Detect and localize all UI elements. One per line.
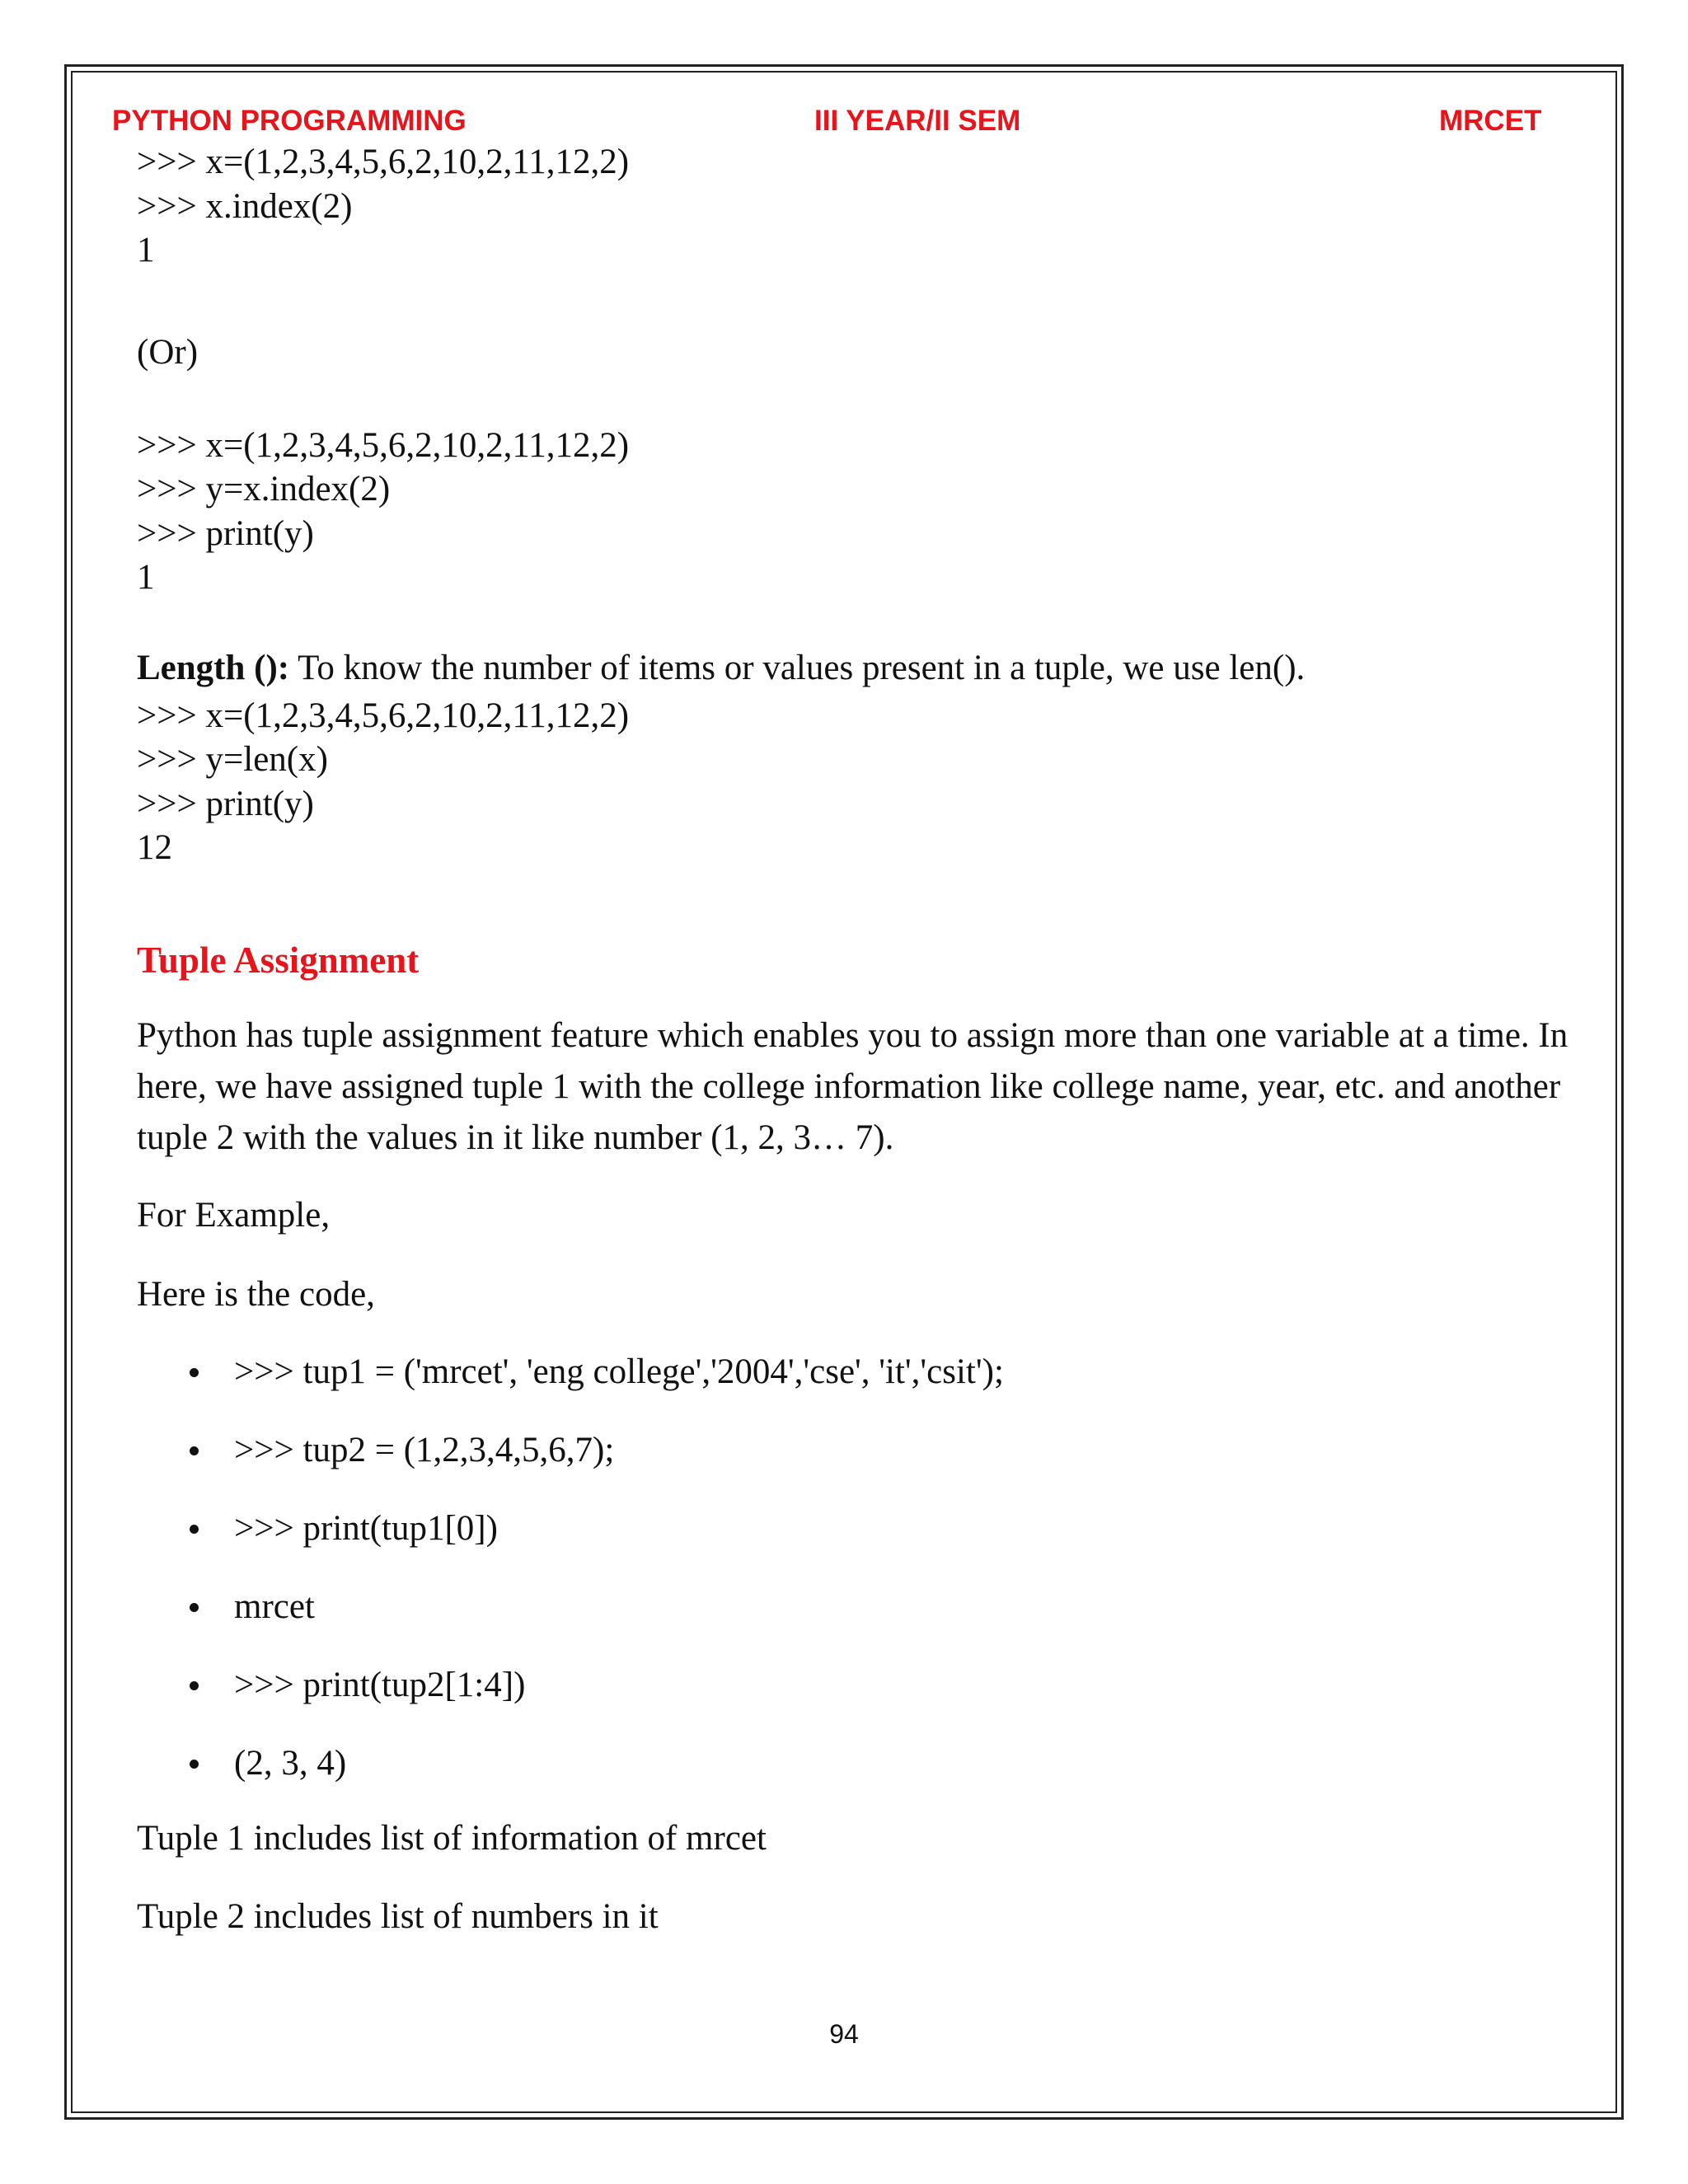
length-description	[137, 643, 1587, 694]
bullet-icon	[190, 1681, 199, 1690]
here-is-code-text: Here is the code,	[137, 1274, 375, 1314]
bullet-icon	[190, 1603, 199, 1612]
length-text: To know the number of items or values present in a tuple, we use len().	[289, 648, 1306, 687]
bullet-icon	[190, 1525, 199, 1534]
header-subject: PYTHON PROGRAMMING	[112, 105, 467, 137]
list-item: >>> tup1 = ('mrcet', 'eng college','2004','cse', 'it','csit');	[137, 1350, 1587, 1394]
code-output: 12	[137, 828, 172, 867]
or-text: (Or)	[137, 332, 199, 372]
list-item: >>> print(tup2[1:4])	[137, 1663, 1587, 1707]
code-output: 1	[137, 558, 155, 597]
length-label: Length ():	[137, 648, 290, 687]
section-heading-tuple-assignment: Tuple Assignment	[137, 939, 420, 981]
code-line: >>> print(y)	[137, 513, 314, 553]
code-bullet-list	[137, 1350, 1587, 1785]
page-number: 94	[829, 2019, 859, 2049]
list-item: >>> print(tup1[0])	[137, 1507, 1587, 1550]
code-block-index	[137, 140, 1587, 273]
bullet-icon	[190, 1368, 199, 1377]
bullet-icon	[190, 1446, 199, 1455]
code-output: 1	[137, 231, 155, 269]
tuple-assignment-paragraph: Python has tuple assignment feature which enables you to assign more than one variable at a time. In here, we have assigned tuple 1 with the college information like college name, year, etc. and another tuple 2 with the values in it like number (1, 2, 3… 7).	[137, 1015, 1568, 1157]
header-college: MRCET	[1439, 105, 1542, 137]
for-example-text: For Example,	[137, 1195, 331, 1235]
tuple2-note: Tuple 2 includes list of numbers in it	[137, 1896, 659, 1936]
list-item: mrcet	[137, 1585, 1587, 1629]
code-line: >>> x=(1,2,3,4,5,6,2,10,2,11,12,2)	[137, 143, 630, 181]
code-line: >>> y=x.index(2)	[137, 470, 391, 509]
code-block-len	[137, 694, 1587, 870]
code-block-index-print	[137, 424, 1587, 600]
tuple1-note: Tuple 1 includes list of information of mrcet	[137, 1818, 767, 1858]
code-line: >>> x=(1,2,3,4,5,6,2,10,2,11,12,2)	[137, 425, 630, 465]
code-line: >>> print(y)	[137, 784, 314, 823]
code-line: >>> x=(1,2,3,4,5,6,2,10,2,11,12,2)	[137, 696, 630, 735]
list-item: (2, 3, 4)	[137, 1741, 1587, 1785]
list-item: >>> tup2 = (1,2,3,4,5,6,7);	[137, 1428, 1587, 1472]
bullet-icon	[190, 1760, 199, 1769]
page-content	[137, 140, 1587, 1943]
header-year-sem: III YEAR/II SEM	[814, 105, 1021, 137]
code-line: >>> y=len(x)	[137, 740, 328, 779]
code-line: >>> x.index(2)	[137, 186, 353, 226]
